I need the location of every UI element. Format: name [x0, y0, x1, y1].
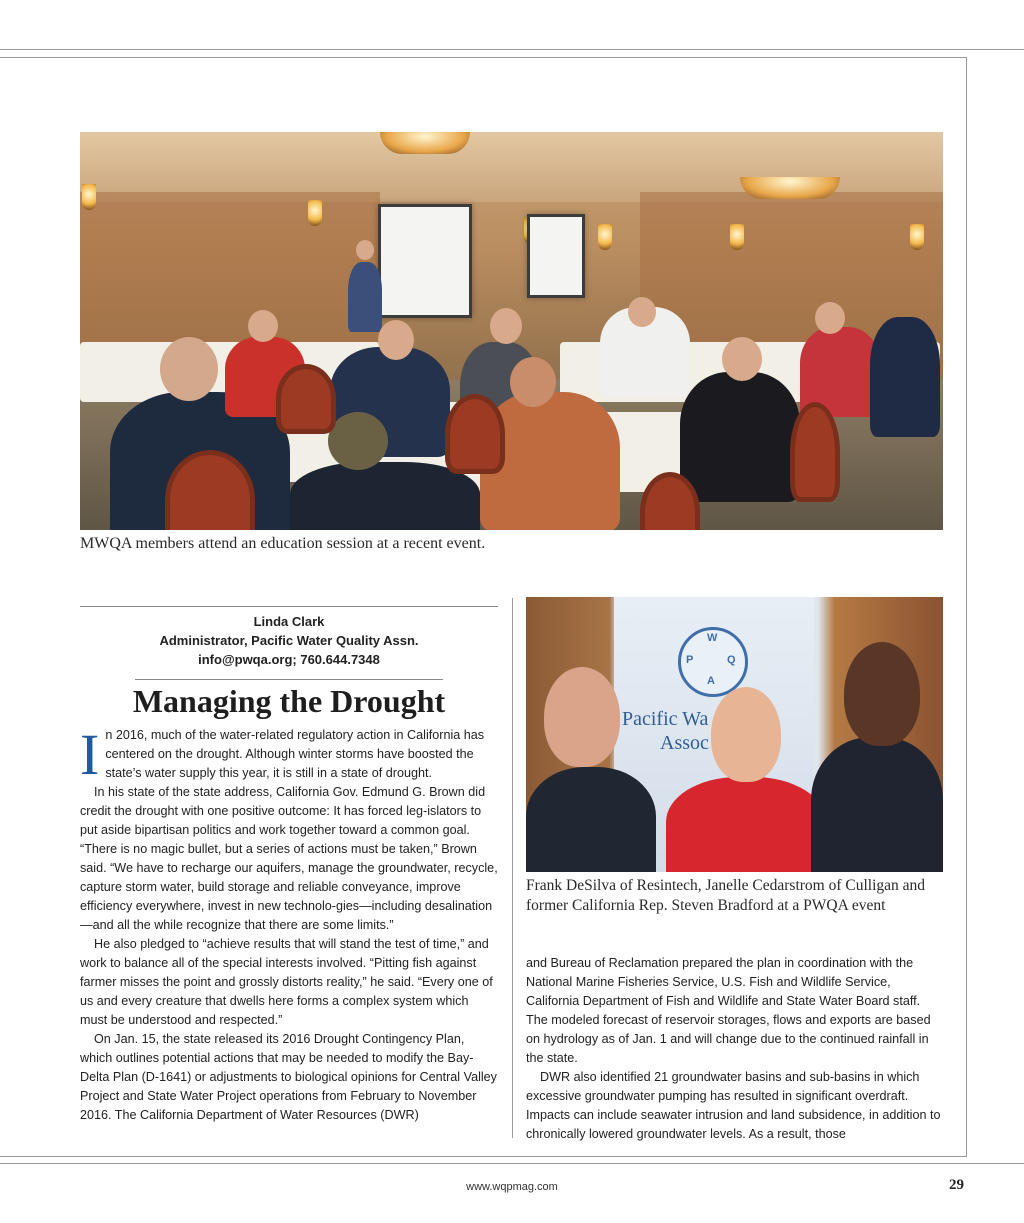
paragraph: DWR also identified 21 groundwater basins and sub-basins in which excessive groundwater pumping has resulted in significant overdraft. Impacts can include seawater intrusion and land subsidence, in addition to chronically lowered groundwater levels. As a result, those [526, 1070, 941, 1141]
author-block [80, 612, 498, 669]
paragraph: On Jan. 15, the state released its 2016 Drought Contingency Plan, which outlines potential actions that may be needed to modify the Bay-Delta Plan (D-1641) or adjustments to biological opinions for Central Valley Project and State Water Project operations from February to November 2016. The California Department of Water Resources (DWR) [80, 1032, 497, 1122]
article-headline: Managing the Drought [132, 683, 446, 719]
column-divider [512, 598, 513, 1138]
author-title: Administrator, Pacific Water Quality Assn. [159, 633, 419, 648]
column-top-rule [80, 606, 498, 607]
top-rule [0, 49, 1024, 50]
author-contact: info@pwqa.org; 760.644.7348 [198, 652, 380, 667]
photo-caption-side: Frank DeSilva of Resintech, Janelle Cedarstrom of Culligan and former California Rep. Steven Bradford at a PWQA event [526, 877, 926, 914]
drop-cap: I [80, 722, 100, 787]
footer-url: www.wqpmag.com [466, 1181, 558, 1193]
paragraph: and Bureau of Reclamation prepared the plan in coordination with the National Marine Fisheries Service, U.S. Fish and Wildlife Service, California Department of Fish and Wildlife and State Water Board staff. The modeled forecast of reservoir storages, flows and exports are based on hydrology as of Jan. 1 and will change due to the continued rainfall in the state. [526, 956, 931, 1065]
page-number: 29 [949, 1177, 964, 1193]
article-body-right [526, 954, 944, 1144]
pwqa-logo: W P Q A [678, 627, 748, 697]
event-photo [526, 597, 943, 872]
paragraph: In his state of the state address, California Gov. Edmund G. Brown did credit the drought with one positive outcome: It has forced leg-islators to put aside bipartisan politics and work together toward a common goal. “There is no magic bullet, but a series of actions must be taken,” Brown said. “We have to recharge our aquifers, manage the groundwater, recycle, capture storm water, build storage and reliable conveyance, improve efficiency everywhere, invest in new technolo-gies—including desalination—and all the while recognize that there are some limits.” [80, 785, 498, 932]
bottom-rule [0, 1163, 1024, 1164]
paragraph: In 2016, much of the water-related regulatory action in California has centered on the drought. Although winter storms have boosted the state’s water supply this year, it is still in a state of drought. [80, 722, 485, 787]
photo-caption-main: MWQA members attend an education session at a recent event. [80, 535, 486, 552]
conference-photo [80, 132, 943, 530]
paragraph: He also pledged to “achieve results that will stand the test of time,” and work to balance all of the special interests involved. “Pitting fish against farmer misses the point and grossly distorts reality,” he said. “Every one of us and every creature that dwells here forms a complex system which must be understood and respected.” [80, 937, 493, 1027]
author-name: Linda Clark [253, 614, 325, 629]
banner-text: Pacific Wa Assoc [622, 708, 709, 754]
article-body-left [80, 722, 498, 1125]
